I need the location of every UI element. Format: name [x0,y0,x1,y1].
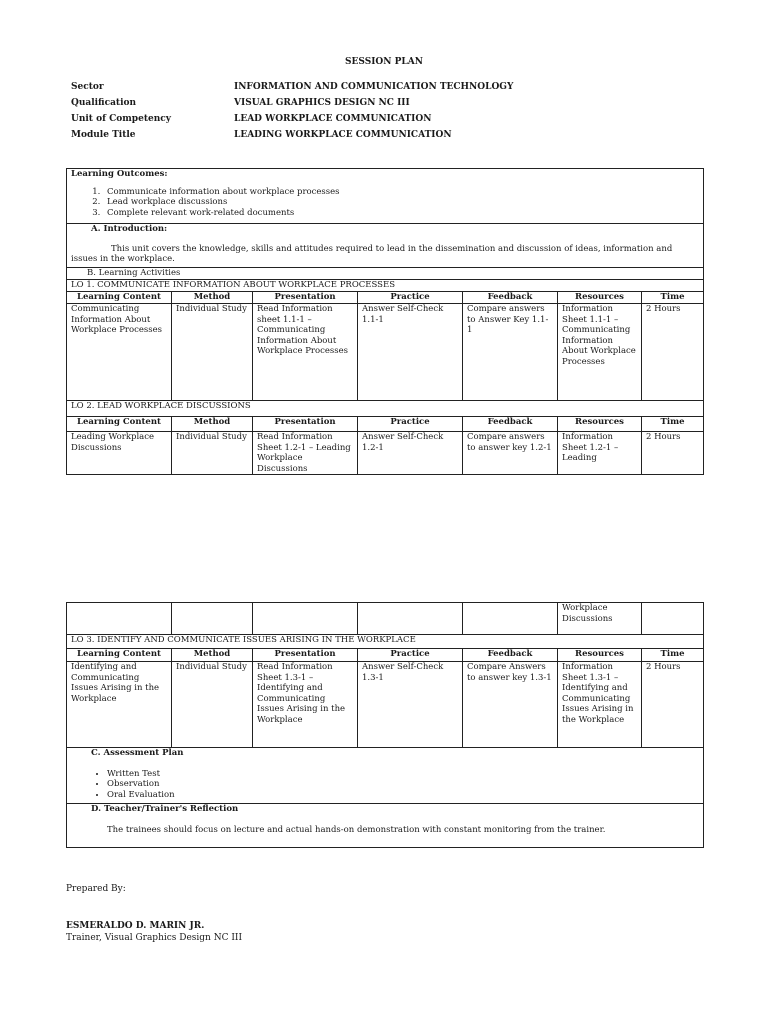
list-item: • Observation [107,779,699,790]
cell-presentation: Read Information sheet 1.1-1 – Communicating Information About Workplace Processes [253,304,358,401]
table-row [67,662,704,748]
meta-qualification [71,98,410,109]
lo1-heading: LO 1. COMMUNICATE INFORMATION ABOUT WORKPLACE PROCESSES [67,280,704,292]
table-row [67,603,704,635]
cell-practice: Answer Self-Check 1.3-1 [358,662,463,748]
session-plan-table-part1 [66,168,704,475]
column-header: Method [172,417,253,432]
cell-time: 2 Hours [642,304,704,401]
column-header: Learning Content [67,417,172,432]
cell-time: 2 Hours [642,662,704,748]
list-item: 2. Lead workplace discussions [103,197,699,208]
cell-presentation [253,603,358,635]
introduction-heading: A. Introduction: [91,224,168,234]
lo3-header-row [67,649,704,662]
meta-sector [71,82,514,93]
column-header: Resources [558,649,642,662]
assessment-plan-cell [67,748,704,804]
cell-presentation: Read Information Sheet 1.2-1 – Leading Workplace Discussions [253,432,358,475]
column-header: Practice [358,417,463,432]
introduction-cell [67,224,704,268]
list-item: • Oral Evaluation [107,790,699,801]
lo2-header-row [67,417,704,432]
column-header: Learning Content [67,649,172,662]
column-header: Resources [558,417,642,432]
meta-label: Module Title [71,130,136,140]
signatory-role: Trainer, Visual Graphics Design NC III [66,933,243,943]
lo3-heading: LO 3. IDENTIFY AND COMMUNICATE ISSUES ARISING IN THE WORKPLACE [67,635,704,649]
signatory-name: ESMERALDO D. MARIN JR. [66,921,205,931]
meta-unit-of-competency [71,114,432,125]
learning-outcomes-heading: Learning Outcomes: [71,169,168,179]
list-item: 1. Communicate information about workplace processes [103,187,699,198]
cell-time [642,603,704,635]
column-header: Resources [558,292,642,304]
column-header: Method [172,292,253,304]
cell-presentation: Read Information Sheet 1.3-1 – Identifying and Communicating Issues Arising in the Workplace [253,662,358,748]
cell-content: Leading Workplace Discussions [67,432,172,475]
assessment-plan-heading: C. Assessment Plan [91,748,184,758]
lo1-header-row [67,292,704,304]
column-header: Method [172,649,253,662]
document-title: SESSION PLAN [345,57,423,67]
introduction-text: This unit covers the knowledge, skills and attitudes required to lead in the dissemination and discussion of ideas, information and issues in the workplace. [71,243,673,265]
table-row [67,304,704,401]
meta-module-title [71,130,452,141]
reflection-text: The trainees should focus on lecture and actual hands-on demonstration with constant monitoring from the trainer. [107,824,606,835]
meta-label: Qualification [71,98,137,108]
column-header: Time [642,649,704,662]
cell-feedback: Compare Answers to answer key 1.3-1 [463,662,558,748]
cell-method: Individual Study [172,304,253,401]
learning-activities-heading: B. Learning Activities [67,268,704,280]
assessment-list [71,769,699,801]
reflection-heading: D. Teacher/Trainer's Reflection [91,804,239,814]
column-header: Presentation [253,417,358,432]
column-header: Time [642,417,704,432]
column-header: Presentation [253,292,358,304]
learning-outcomes-list [71,187,699,219]
cell-practice [358,603,463,635]
column-header: Feedback [463,292,558,304]
cell-feedback: Compare answers to answer key 1.2-1 [463,432,558,475]
cell-practice: Answer Self-Check 1.1-1 [358,304,463,401]
cell-practice: Answer Self-Check 1.2-1 [358,432,463,475]
cell-feedback [463,603,558,635]
column-header: Time [642,292,704,304]
cell-content: Identifying and Communicating Issues Arising in the Workplace [67,662,172,748]
reflection-cell [67,804,704,848]
column-header: Feedback [463,649,558,662]
cell-feedback: Compare answers to Answer Key 1.1-1 [463,304,558,401]
cell-content: Communicating Information About Workplace Processes [67,304,172,401]
column-header: Practice [358,649,463,662]
session-plan-table-part2 [66,602,704,848]
cell-resources: Information Sheet 1.1-1 – Communicating Information About Workplace Processes [558,304,642,401]
cell-method: Individual Study [172,662,253,748]
column-header: Presentation [253,649,358,662]
learning-outcomes-cell [67,169,704,224]
meta-label: Sector [71,82,104,92]
meta-value: LEAD WORKPLACE COMMUNICATION [234,114,432,124]
meta-value: INFORMATION AND COMMUNICATION TECHNOLOGY [234,82,514,92]
cell-resources: Information Sheet 1.3-1 – Identifying and Communicating Issues Arising in the Workplace [558,662,642,748]
prepared-by-label: Prepared By: [66,884,126,894]
lo2-heading: LO 2. LEAD WORKPLACE DISCUSSIONS [67,401,704,417]
cell-time: 2 Hours [642,432,704,475]
meta-value: LEADING WORKPLACE COMMUNICATION [234,130,452,140]
cell-content [67,603,172,635]
cell-method [172,603,253,635]
cell-resources: Workplace Discussions [558,603,642,635]
cell-method: Individual Study [172,432,253,475]
list-item: • Written Test [107,769,699,780]
cell-resources: Information Sheet 1.2-1 – Leading [558,432,642,475]
table-row [67,432,704,475]
column-header: Feedback [463,417,558,432]
meta-value: VISUAL GRAPHICS DESIGN NC III [234,98,410,108]
column-header: Practice [358,292,463,304]
meta-label: Unit of Competency [71,114,171,124]
column-header: Learning Content [67,292,172,304]
list-item: 3. Complete relevant work-related documents [103,208,699,219]
